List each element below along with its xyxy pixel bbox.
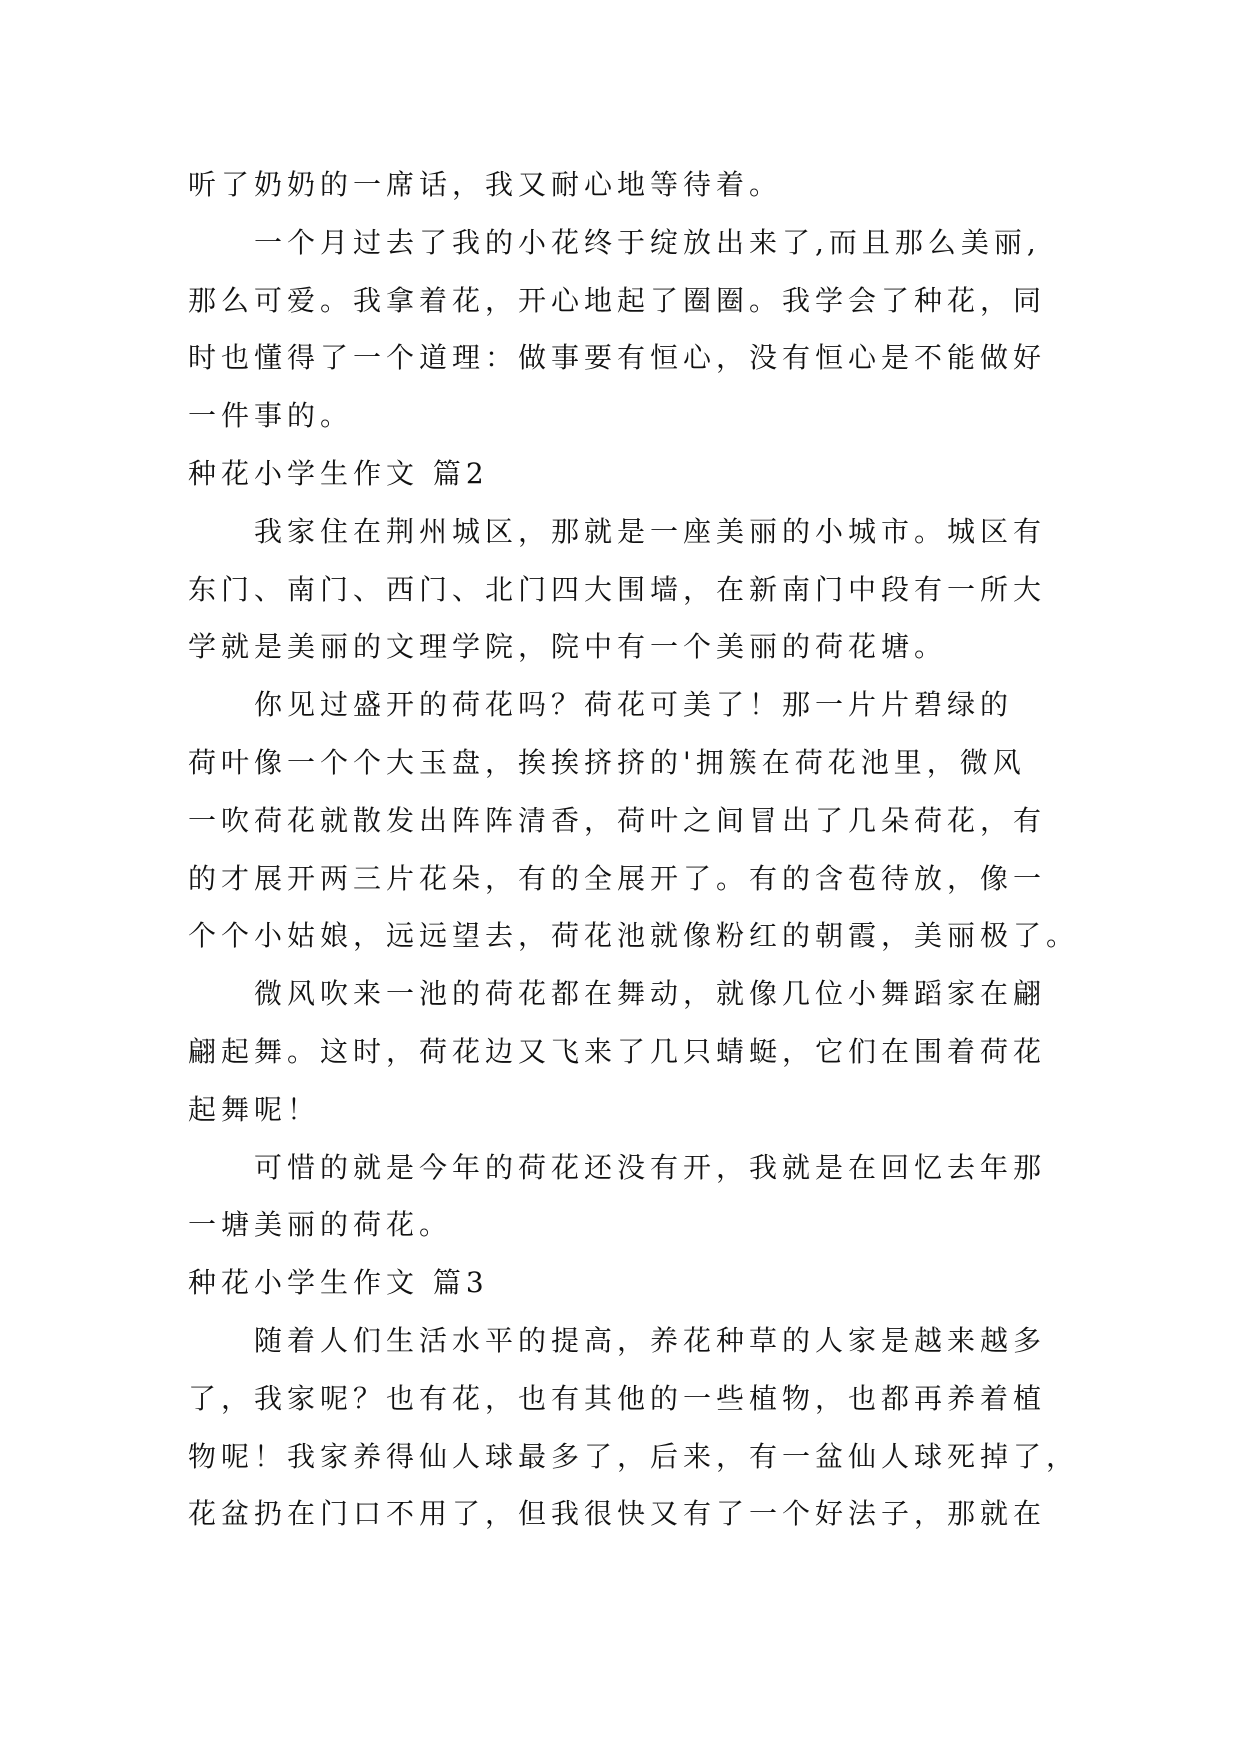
paragraph bbox=[188, 965, 1088, 1138]
paragraph bbox=[188, 503, 1088, 676]
paragraph-line: 随着人们生活水平的提高，养花种草的人家是越来越多 bbox=[254, 1323, 1047, 1357]
paragraph-line: 的才展开两三片花朵，有的全展开了。有的含苞待放，像一 bbox=[188, 861, 1047, 895]
paragraph bbox=[188, 1139, 1088, 1255]
paragraph-line: 学就是美丽的文理学院，院中有一个美丽的荷花塘。 bbox=[188, 630, 948, 664]
paragraph bbox=[188, 156, 1088, 214]
essay-section bbox=[188, 1254, 1088, 1543]
section-heading: 种花小学生作文 篇3 bbox=[188, 1266, 489, 1300]
paragraph-line: 东门、南门、西门、北门四大围墙，在新南门中段有一所大 bbox=[188, 572, 1047, 606]
essay-section bbox=[188, 156, 1088, 445]
paragraph-line: 一个月过去了我的小花终于绽放出来了,而且那么美丽, bbox=[254, 225, 1041, 259]
paragraph-line: 我家住在荆州城区，那就是一座美丽的小城市。城区有 bbox=[254, 514, 1047, 548]
paragraph-line: 个个小姑娘，远远望去，荷花池就像粉红的朝霞，美丽极了。 bbox=[188, 919, 1080, 953]
essay-section bbox=[188, 445, 1088, 1254]
paragraph-line: 一吹荷花就散发出阵阵清香，荷叶之间冒出了几朵荷花，有 bbox=[188, 803, 1047, 837]
paragraph-line: 了，我家呢？也有花，也有其他的一些植物，也都再养着植 bbox=[188, 1381, 1047, 1415]
paragraph-line: 物呢！我家养得仙人球最多了，后来，有一盆仙人球死掉了， bbox=[188, 1439, 1080, 1473]
document-body bbox=[188, 156, 1088, 1543]
paragraph-line: 你见过盛开的荷花吗？荷花可美了！那一片片碧绿的 bbox=[254, 688, 1014, 722]
paragraph-line: 荷叶像一个个大玉盘，挨挨挤挤的'拥簇在荷花池里，微风 bbox=[188, 745, 1026, 779]
paragraph-line: 听了奶奶的一席话，我又耐心地等待着。 bbox=[188, 168, 783, 201]
paragraph-line: 一塘美丽的荷花。 bbox=[188, 1208, 453, 1242]
paragraph-line: 花盆扔在门口不用了，但我很快又有了一个好法子，那就在 bbox=[188, 1497, 1047, 1531]
paragraph-line: 时也懂得了一个道理：做事要有恒心，没有恒心是不能做好 bbox=[188, 341, 1047, 375]
paragraph-line: 一件事的。 bbox=[188, 399, 354, 433]
section-heading: 种花小学生作文 篇2 bbox=[188, 456, 489, 490]
paragraph-line: 起舞呢！ bbox=[188, 1092, 321, 1126]
paragraph-line: 那么可爱。我拿着花，开心地起了圈圈。我学会了种花，同 bbox=[188, 283, 1047, 317]
paragraph-line: 翩起舞。这时，荷花边又飞来了几只蜻蜓，它们在围着荷花 bbox=[188, 1034, 1047, 1068]
paragraph bbox=[188, 676, 1088, 965]
paragraph-line: 可惜的就是今年的荷花还没有开，我就是在回忆去年那 bbox=[254, 1150, 1047, 1184]
paragraph bbox=[188, 1312, 1088, 1543]
paragraph bbox=[188, 214, 1088, 445]
paragraph-line: 微风吹来一池的荷花都在舞动，就像几位小舞蹈家在翩 bbox=[254, 977, 1047, 1011]
